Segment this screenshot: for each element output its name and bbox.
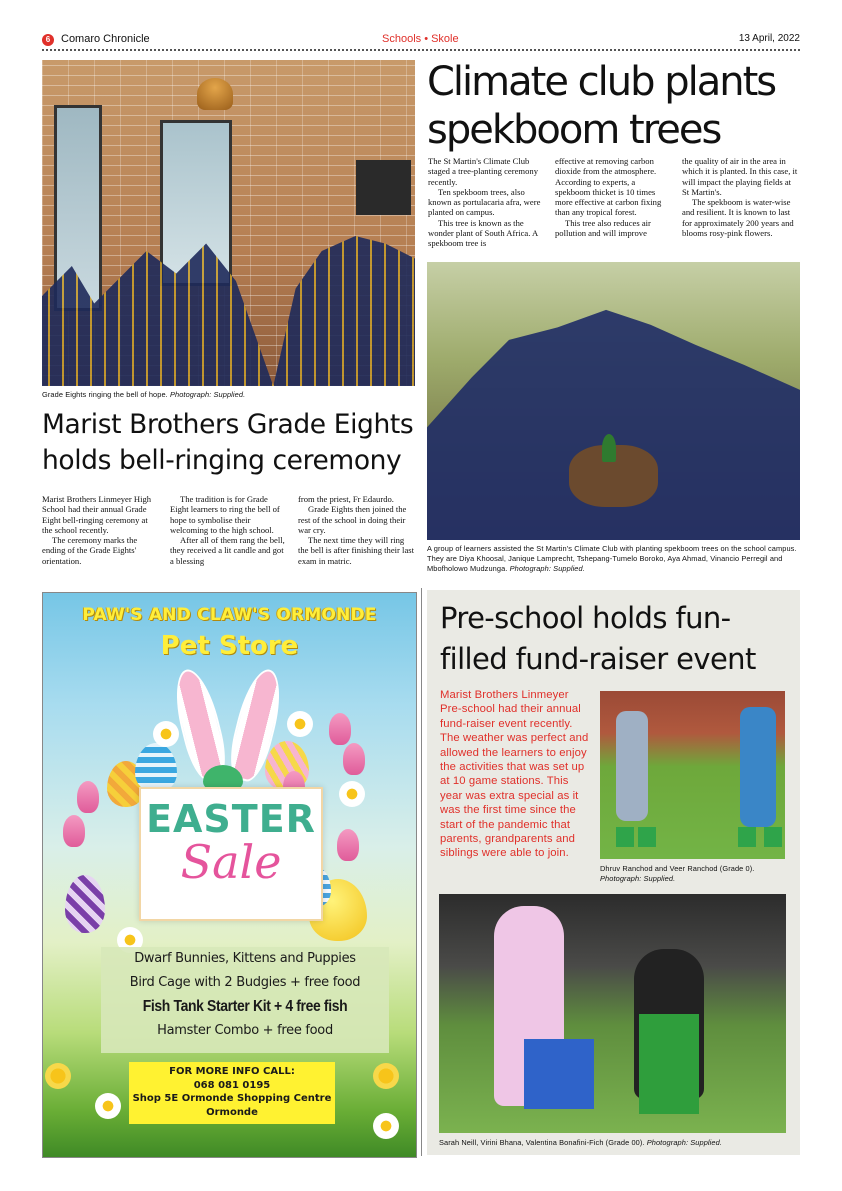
stilts-game-photo xyxy=(600,691,785,859)
dandelion-icon xyxy=(45,1063,71,1089)
climate-headline xyxy=(427,58,807,154)
paragraph: Ten spekboom trees, also known as portulacaria afra, were planted on campus. xyxy=(428,186,541,218)
article-column xyxy=(428,156,544,249)
tulip-icon xyxy=(63,815,85,847)
article-column xyxy=(42,494,158,566)
column-divider xyxy=(421,588,422,1156)
spekboom-plant-icon xyxy=(602,434,616,462)
bell-photo-caption xyxy=(42,390,415,400)
paragraph: effective at removing carbon dioxide from the atmosphere. According to experts, a spekboom thicket is 10 times more effective at carbon fixing than any tropical forest. xyxy=(555,156,662,218)
photo-credit: Photograph: Supplied. xyxy=(509,564,585,573)
offer-item-highlight: Fish Tank Starter Kit + 4 free fish xyxy=(142,998,348,1015)
phone-number: 068 081 0195 xyxy=(193,1079,271,1091)
marist-headline xyxy=(42,407,422,479)
page-header xyxy=(42,33,800,51)
paragraph: The spekboom is water-wise and resilient. It is known to last for approximately 200 years and blooms rosy-pink flowers. xyxy=(682,197,794,239)
paragraph: Marist Brothers Linmeyer High School had their annual Grade Eight bell-ringing ceremony at the school recently. xyxy=(42,494,152,535)
section-label: Schools • Skole xyxy=(382,33,459,45)
tulip-icon xyxy=(337,829,359,861)
offer-item: Dwarf Bunnies, Kittens and Puppies xyxy=(134,951,356,966)
preschool-headline xyxy=(440,598,800,680)
plaque xyxy=(356,160,411,215)
publication-name: Comaro Chronicle xyxy=(61,33,150,45)
caption-text: Sarah Neill, Virini Bhana, Valentina Bonafini-Fich (Grade 00). xyxy=(439,1138,645,1147)
tulip-icon xyxy=(343,743,365,775)
child-figure xyxy=(740,707,776,827)
daisy-icon xyxy=(153,721,179,747)
tulip-icon xyxy=(329,713,351,745)
page-number-badge: 6 xyxy=(42,34,54,46)
climate-article-body xyxy=(428,156,800,256)
chairs-photo-caption xyxy=(439,1138,799,1148)
preschool-article-body: Marist Brothers Linmeyer Pre-school had their annual fund-raiser event recently. The weather was perfect and allowed the learners to enjoy the activities that was set up at 10 game stations. This year was extra special as it was the first time since the start of the pandemic that parents, grandparents and siblings were able to join. xyxy=(440,689,589,860)
tree-photo-caption xyxy=(427,544,800,574)
paragraph: The St Martin's Climate Club staged a tree-planting ceremony recently. xyxy=(428,156,538,187)
bell-icon xyxy=(197,78,233,110)
daisy-icon xyxy=(373,1113,399,1139)
offers-list xyxy=(101,947,389,1053)
tulip-icon xyxy=(77,781,99,813)
paragraph: This tree is known as the wonder plant of South Africa. A spekboom tree is xyxy=(428,217,538,249)
paragraph: This tree also reduces air pollution and will improve xyxy=(555,217,651,239)
easter-egg-icon xyxy=(135,743,177,793)
paragraph: The ceremony marks the ending of the Grade Eights' orientation. xyxy=(42,535,138,566)
paragraph: Grade Eights then joined the rest of the school in doing their war cry. xyxy=(298,504,407,535)
headline-line: filled fund-raiser event xyxy=(440,642,756,676)
address-line: Shop 5E Ormonde Shopping Centre xyxy=(132,1093,332,1104)
advert-subtitle: Pet Store xyxy=(160,631,299,661)
tree-planting-photo xyxy=(427,262,800,540)
paragraph: After all of them rang the bell, they received a lit candle and got a blessing xyxy=(170,535,285,566)
photo-credit: Photograph: Supplied. xyxy=(646,1138,722,1147)
headline-line: spekboom trees xyxy=(427,107,721,153)
paragraph: from the priest, Fr Edaurdo. xyxy=(298,494,394,504)
article-column xyxy=(170,494,286,566)
paragraph: the quality of air in the area in which it is planted. In this case, it will impact the playing fields at St Martin's. xyxy=(682,156,798,197)
offer-item: Hamster Combo + free food xyxy=(157,1023,333,1038)
chair-icon xyxy=(639,1014,699,1114)
headline-line: Pre-school holds fun- xyxy=(440,601,731,635)
address-line: Ormonde xyxy=(206,1106,258,1118)
offer-item: Bird Cage with 2 Budgies + free food xyxy=(129,975,361,990)
stilts-photo-caption xyxy=(600,864,800,884)
info-heading: FOR MORE INFO CALL: xyxy=(169,1066,295,1077)
bell-ringing-photo xyxy=(42,60,415,386)
daisy-icon xyxy=(339,781,365,807)
headline-line: holds bell-ringing ceremony xyxy=(42,445,402,476)
article-column xyxy=(682,156,800,238)
daisy-icon xyxy=(287,711,313,737)
easter-text: EASTER xyxy=(146,797,316,841)
issue-date: 13 April, 2022 xyxy=(738,33,800,44)
photo-credit: Photograph: Supplied. xyxy=(600,874,676,883)
headline-line: Marist Brothers Grade Eights xyxy=(42,409,414,440)
easter-egg-icon xyxy=(65,875,105,933)
caption-text: A group of learners assisted the St Martin's Climate Club with planting spekboom trees on the school campus. They are Diya Khoosal, Janique Lamprecht, Tshepang-Tumelo Boroko, Aya Ahmad, Vinancio Perregil and Mbofholowo Mudzunga. xyxy=(427,544,797,573)
paragraph: The next time they will ring the bell is after finishing their last exam in matric. xyxy=(298,535,414,566)
contact-info-box xyxy=(129,1062,335,1124)
headline-line: Climate club plants xyxy=(427,59,776,105)
easter-sale-card xyxy=(139,787,323,921)
article-column xyxy=(555,156,671,238)
paragraph: The tradition is for Grade Eight learners to ring the bell of hope to symbolise their welcoming to the high school. xyxy=(170,494,280,535)
daisy-icon xyxy=(95,1093,121,1119)
child-figure xyxy=(616,711,648,821)
caption-text: Dhruv Ranchod and Veer Ranchod (Grade 0). xyxy=(600,864,755,873)
stilt-cup-icon xyxy=(764,827,782,847)
marist-article-body xyxy=(42,494,415,576)
pet-store-advert xyxy=(42,592,417,1158)
stilt-cup-icon xyxy=(638,827,656,847)
chair-icon xyxy=(524,1039,594,1109)
musical-chairs-photo xyxy=(439,894,786,1133)
stilt-cup-icon xyxy=(738,827,756,847)
article-column xyxy=(298,494,415,566)
caption-text: Grade Eights ringing the bell of hope. xyxy=(42,390,168,399)
advert-title: PAW'S AND CLAW'S ORMONDE xyxy=(82,605,377,625)
dandelion-icon xyxy=(373,1063,399,1089)
stilt-cup-icon xyxy=(616,827,634,847)
photo-credit: Photograph: Supplied. xyxy=(169,390,246,399)
sale-text: Sale xyxy=(180,835,282,889)
